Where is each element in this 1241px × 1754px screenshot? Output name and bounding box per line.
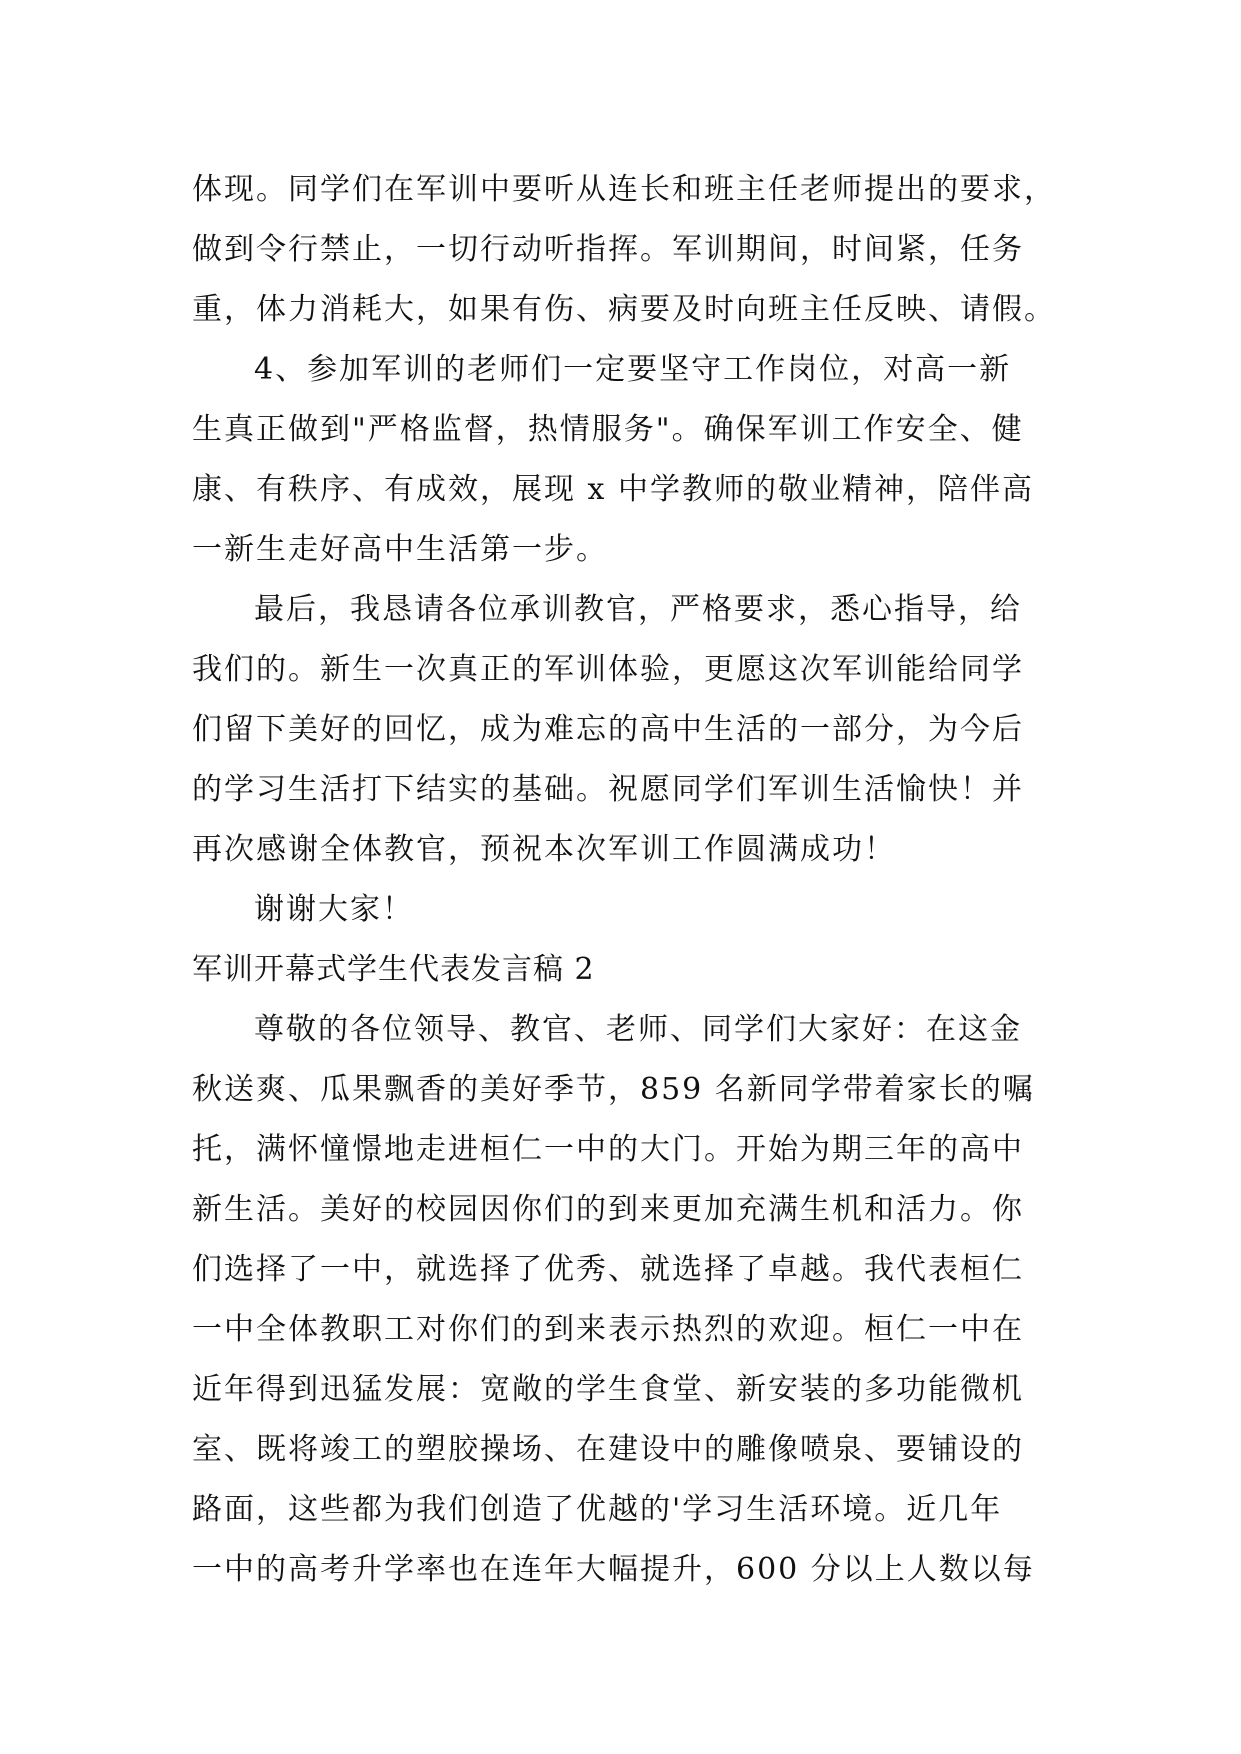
paragraph-line: 我们的。新生一次真正的军训体验，更愿这次军训能给同学 <box>192 652 1024 687</box>
paragraph-line: 近年得到迅猛发展：宽敞的学生食堂、新安装的多功能微机 <box>192 1372 1024 1407</box>
paragraph-line: 室、既将竣工的塑胶操场、在建设中的雕像喷泉、要铺设的 <box>192 1432 1024 1467</box>
closing-line: 谢谢大家！ <box>254 892 414 927</box>
paragraph-line: 们留下美好的回忆，成为难忘的高中生活的一部分，为今后 <box>192 712 1024 747</box>
paragraph-line: 托，满怀憧憬地走进桓仁一中的大门。开始为期三年的高中 <box>192 1132 1024 1167</box>
document-body <box>192 160 1072 1600</box>
paragraph-line: 重，体力消耗大，如果有伤、病要及时向班主任反映、请假。 <box>192 292 1056 327</box>
paragraph-line: 体现。同学们在军训中要听从连长和班主任老师提出的要求， <box>192 172 1056 207</box>
paragraph-line: 再次感谢全体教官，预祝本次军训工作圆满成功！ <box>192 832 896 867</box>
paragraph-line: 路面，这些都为我们创造了优越的'学习生活环境。近几年 <box>192 1492 1003 1527</box>
paragraph-line: 尊敬的各位领导、教官、老师、同学们大家好：在这金 <box>254 1012 1022 1047</box>
paragraph-line: 们选择了一中，就选择了优秀、就选择了卓越。我代表桓仁 <box>192 1252 1024 1287</box>
paragraph-line: 生真正做到"严格监督，热情服务"。确保军训工作安全、健 <box>192 412 1024 447</box>
paragraph-line: 康、有秩序、有成效，展现 x 中学教师的敬业精神，陪伴高 <box>192 472 1034 507</box>
paragraph-line: 的学习生活打下结实的基础。祝愿同学们军训生活愉快！并 <box>192 772 1024 807</box>
paragraph-line: 一中的高考升学率也在连年大幅提升，600 分以上人数以每 <box>192 1552 1035 1587</box>
paragraph-line: 一中全体教职工对你们的到来表示热烈的欢迎。桓仁一中在 <box>192 1312 1024 1347</box>
paragraph-line: 最后，我恳请各位承训教官，严格要求，悉心指导，给 <box>254 592 1022 627</box>
paragraph-line: 一新生走好高中生活第一步。 <box>192 532 608 567</box>
paragraph-line: 4、参加军训的老师们一定要坚守工作岗位，对高一新 <box>254 352 1012 387</box>
paragraph-line: 新生活。美好的校园因你们的到来更加充满生机和活力。你 <box>192 1192 1024 1227</box>
section-heading: 军训开幕式学生代表发言稿 2 <box>192 952 595 987</box>
paragraph-line: 秋送爽、瓜果飘香的美好季节，859 名新同学带着家长的嘱 <box>192 1072 1035 1107</box>
paragraph-line: 做到令行禁止，一切行动听指挥。军训期间，时间紧，任务 <box>192 232 1024 267</box>
